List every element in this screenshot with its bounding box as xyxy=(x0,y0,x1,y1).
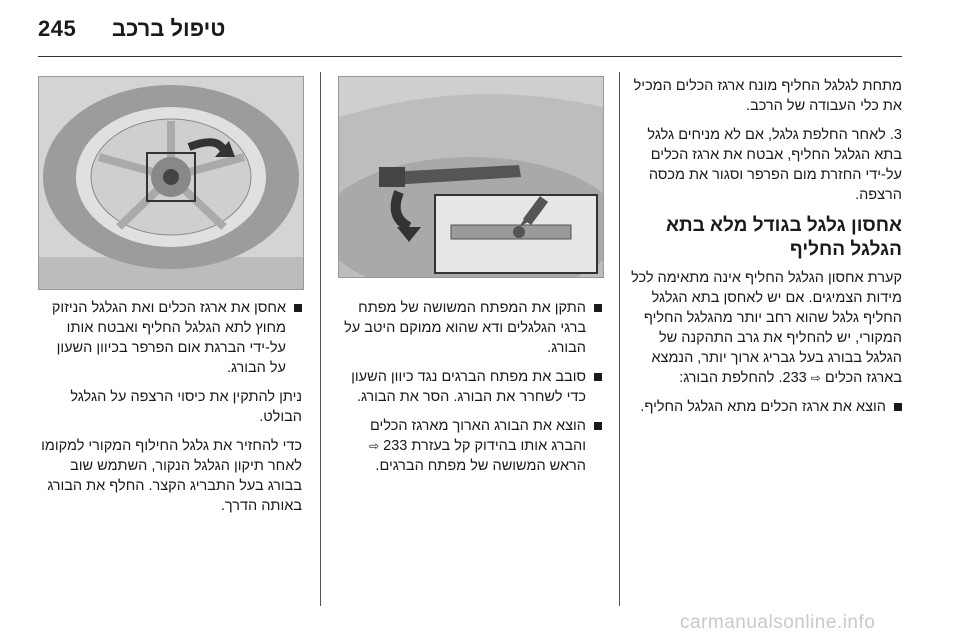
body-text: קערת אחסון הגלגל החליף אינה מתאימה לכל מידות הצמיגים. אם יש לאחסן בתא הגלגל החליף גלגל שהוא רחב יותר מהגלגל החליף המקורי, יש להחליף את גרב התהקנה של הגלגל בבורג בעל גבריג ארוך יותר, הנמצא בארגז הכלים xyxy=(631,270,902,386)
bullet-text: סובב את מפתח הברגים נגד כיוון השעון כדי לשחרר את הבורג. הסר את הבורג. xyxy=(351,369,586,405)
header-rule xyxy=(38,56,902,57)
bullet-square-icon xyxy=(594,422,602,430)
spare-wheel-illustration xyxy=(39,77,303,289)
figure-spare-wheel xyxy=(38,76,304,290)
bullet-text: התקן את המפתח המשושה של מפתח ברגי הגלגלים ודא שהוא ממוקם היטב על הבורג. xyxy=(344,300,586,356)
intro-paragraph: מתחת לגלגל החליף מונח ארגז הכלים המכיל את כלי העבודה של הרכב. xyxy=(633,78,902,114)
bullet-square-icon xyxy=(594,304,602,312)
bullet-item xyxy=(338,416,602,476)
step-3: 3. לאחר החלפת גלגל, אם לא מניחים גלגל בתא הגלגל החליף, אבטח את ארגז הכלים על-ידי החזרת מום הפרפר וסגור את מכסה הרצפה. xyxy=(647,127,902,203)
reinstall-note: כדי להחזיר את גלגל החילוף המקורי למקומו לאחר תיקון הגלגל הנקור, השתמש שוב בבורג בעל התבריג הקצר. החלף את הבורג באותה הדרך. xyxy=(41,438,302,514)
body-ref[interactable]: 233 xyxy=(782,370,807,386)
left-column xyxy=(38,298,302,525)
bullet-item xyxy=(338,367,602,407)
bullet-tail: הראש המשושה של מפתח הברגים. xyxy=(375,458,586,474)
section-title: טיפול ברכב xyxy=(112,16,226,41)
bullet-text: הוצא את ארגז הכלים מתא הגלגל החליף. xyxy=(640,399,886,415)
bullet-square-icon xyxy=(294,304,302,312)
bullet-item xyxy=(628,397,902,417)
bullet-text: אחסן את ארגז הכלים ואת הגלגל הניזוק מחוץ לתא הגלגל החליף ואבטח אותו על-ידי הברגת אום הפרפר בכיוון השעון על הבורג. xyxy=(51,300,286,376)
bullet-item xyxy=(38,298,302,378)
bullet-ref[interactable]: 233 xyxy=(383,438,408,454)
column-divider-right xyxy=(619,72,620,606)
bullet-text: הוצא את הבורג הארוך מארגז הכלים והברג אותו בהידוק קל בעזרת xyxy=(370,418,586,454)
body-tail: להחלפת הבורג: xyxy=(679,370,775,386)
page-ref-icon: ⇨ xyxy=(810,371,821,385)
body-paragraph: קערת אחסון הגלגל החליף אינה מתאימה לכל מידות הצמיגים. אם יש לאחסן בתא הגלגל החליף גלגל שהוא רחב יותר מהגלגל החליף המקורי, יש להחליף את גרב התהקנה של הגלגל בבורג בעל גבריג ארוך יותר, הנמצא בארגז הכלים ⇨ 233. להחלפת הבורג: xyxy=(631,270,902,386)
bullet-square-icon xyxy=(894,403,902,411)
right-column xyxy=(628,76,902,426)
column-divider-left xyxy=(320,72,321,606)
floor-cover-note: ניתן להתקין את כיסוי הרצפה על הגלגל הבולט. xyxy=(70,389,302,425)
figure-wrench-on-bolt xyxy=(338,76,604,278)
middle-column xyxy=(338,298,602,485)
section-heading: אחסון גלגל בגודל מלא בתא הגלגל החליף xyxy=(665,215,902,260)
page-ref-icon: ⇨ xyxy=(369,439,380,453)
page-number: 245 xyxy=(38,16,77,41)
wrench-illustration xyxy=(339,77,603,277)
bullet-square-icon xyxy=(594,373,602,381)
page-header xyxy=(38,16,902,46)
bullet-item xyxy=(338,298,602,358)
watermark: carmanualsonline.info xyxy=(680,612,876,633)
